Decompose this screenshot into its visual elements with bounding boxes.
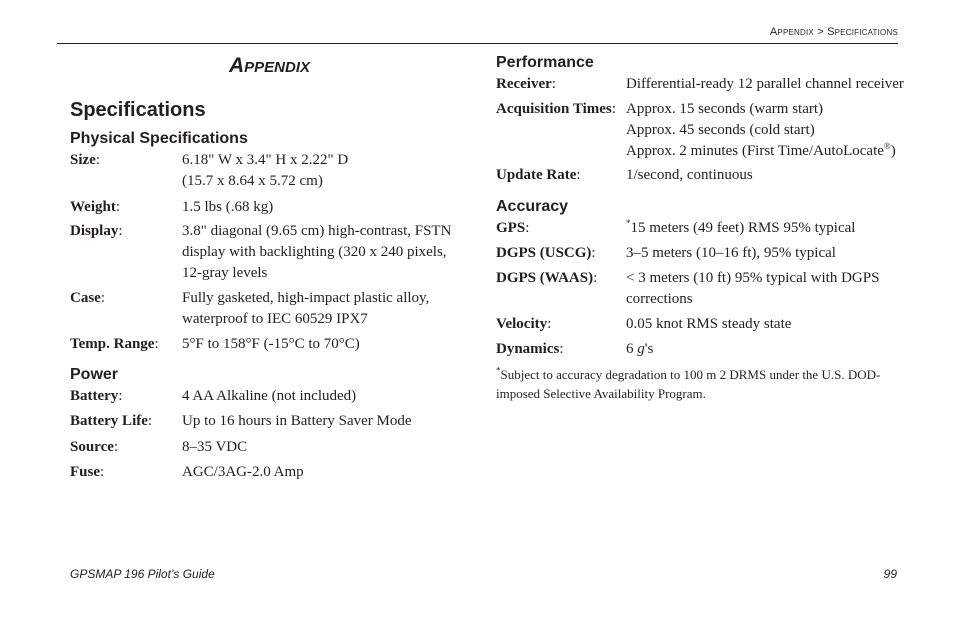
footnote-marker: * [626, 218, 631, 228]
spec-value: 4 AA Alkaline (not included) [182, 388, 357, 404]
spec-value: 0.05 knot RMS steady state [626, 316, 792, 332]
physical-specs-heading: Physical Specifications [70, 130, 248, 147]
footnote [496, 365, 880, 403]
spec-value-cont: waterproof to IEC 60529 IPX7 [182, 311, 368, 327]
spec-value: 3.8" diagonal (9.65 cm) high-contrast, FSTN [182, 223, 452, 239]
registered-mark: ® [883, 141, 891, 151]
spec-label: Battery [70, 388, 119, 404]
spec-label: DGPS (USCG) [496, 245, 592, 261]
spec-value: 5°F to 158°F (-15°C to 70°C) [182, 336, 360, 352]
spec-label: Weight [70, 199, 116, 215]
spec-label: Battery Life [70, 413, 148, 429]
spec-value-text: Approx. 2 minutes (First Time/AutoLocate [626, 143, 884, 159]
spec-label: DGPS (WAAS) [496, 270, 594, 286]
spec-label: Case [70, 290, 101, 306]
spec-label: Velocity [496, 316, 548, 332]
spec-value: 8–35 VDC [182, 439, 248, 455]
footnote-text: Subject to accuracy degradation to 100 m 2 DRMS under the U.S. DOD- [500, 367, 881, 382]
spec-label: Fuse [70, 464, 100, 480]
spec-value: AGC/3AG-2.0 Amp [182, 464, 304, 480]
spec-value: 6 [626, 341, 638, 357]
page-number: 99 [883, 567, 897, 581]
spec-value: Up to 16 hours in Battery Saver Mode [182, 413, 412, 429]
spec-label: Display [70, 223, 119, 239]
spec-value-cont: display with backlighting (320 x 240 pixels, [182, 244, 447, 260]
spec-value-cont [626, 143, 896, 159]
spec-label: GPS [496, 220, 526, 236]
spec-value: 6.18" W x 3.4" H x 2.22" D [182, 152, 349, 168]
appendix-title: Appendix [229, 54, 311, 77]
header-divider [57, 43, 898, 44]
running-head-topic: Specifications [827, 26, 898, 38]
power-heading: Power [70, 366, 119, 383]
spec-value-cont: (15.7 x 8.64 x 5.72 cm) [182, 173, 323, 189]
spec-value: 3–5 meters (10–16 ft), 95% typical [626, 245, 836, 261]
spec-label: Receiver [496, 76, 552, 92]
spec-value: Approx. 15 seconds (warm start) [626, 101, 824, 117]
spec-value-cont: corrections [626, 291, 693, 307]
performance-heading: Performance [496, 54, 594, 71]
spec-value: Differential-ready 12 parallel channel receiver [626, 76, 904, 92]
spec-value: 15 meters (49 feet) RMS 95% typical [630, 220, 856, 236]
spec-label: Size [70, 152, 96, 168]
footnote-marker: * [496, 365, 501, 376]
spec-value: Fully gasketed, high-impact plastic alloy, [182, 290, 430, 306]
spec-label: Update Rate [496, 167, 577, 183]
running-head-separator: > [817, 26, 824, 38]
spec-value-unit: g [637, 341, 645, 357]
footnote-text-cont: imposed Selective Availability Program. [496, 386, 706, 401]
spec-label: Temp. Range [70, 336, 155, 352]
spec-value: 1/second, continuous [626, 167, 753, 183]
spec-value-cont: Approx. 45 seconds (cold start) [626, 122, 815, 138]
spec-label: Source [70, 439, 114, 455]
accuracy-heading: Accuracy [496, 198, 569, 215]
spec-value-text: ) [890, 143, 896, 159]
running-head-section: Appendix [769, 26, 814, 38]
running-head [770, 26, 898, 38]
spec-value: 1.5 lbs (.68 kg) [182, 199, 274, 215]
spec-value: < 3 meters (10 ft) 95% typical with DGPS [626, 270, 880, 286]
spec-value-text: 's [644, 341, 654, 357]
spec-label: Acquisition Times [496, 101, 612, 117]
page-title: Specifications [70, 99, 206, 121]
spec-label: Dynamics [496, 341, 560, 357]
spec-value-cont: 12-gray levels [182, 265, 268, 281]
footer-guide-title: GPSMAP 196 Pilot’s Guide [70, 567, 215, 581]
